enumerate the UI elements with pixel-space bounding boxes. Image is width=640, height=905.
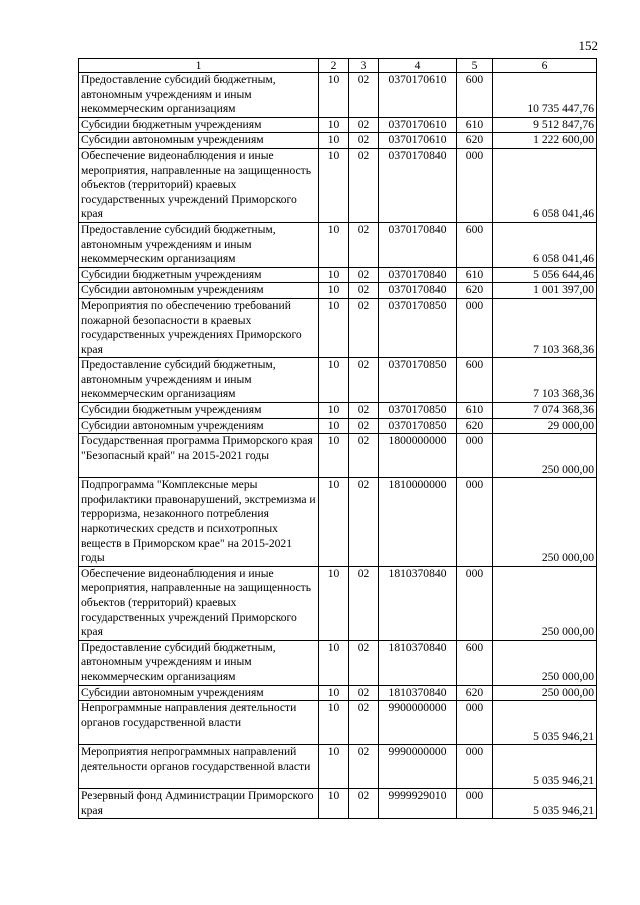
row-code-cell: 10 [319,133,349,149]
table-row [79,222,597,267]
row-code-cell: 0370170610 [379,117,457,133]
table-row [79,701,597,745]
row-amount-cell: 250 000,00 [493,566,597,640]
row-code-cell: 10 [319,789,349,819]
row-amount-cell: 250 000,00 [493,685,597,701]
row-code-cell: 9999929010 [379,789,457,819]
row-name-cell: Субсидии бюджетным учреждениям [79,117,319,133]
row-code-cell: 620 [457,685,493,701]
table-row [79,133,597,149]
row-code-cell: 10 [319,701,349,745]
table-header-row [79,59,597,73]
table-row [79,745,597,789]
row-code-cell: 0370170840 [379,283,457,299]
row-code-cell: 610 [457,267,493,283]
row-code-cell: 600 [457,73,493,118]
row-code-cell: 10 [319,478,349,567]
row-code-cell: 000 [457,701,493,745]
row-code-cell: 10 [319,283,349,299]
row-code-cell: 02 [349,478,379,567]
row-code-cell: 10 [319,222,349,267]
budget-table [78,58,597,819]
row-code-cell: 10 [319,745,349,789]
row-amount-cell: 5 056 644,46 [493,267,597,283]
row-code-cell: 0370170850 [379,418,457,434]
row-code-cell: 000 [457,789,493,819]
table-row [79,283,597,299]
row-code-cell: 000 [457,745,493,789]
row-code-cell: 02 [349,640,379,685]
table-row [79,640,597,685]
row-code-cell: 10 [319,418,349,434]
row-name-cell: Предоставление субсидий бюджетным, автономным учреждениям и иным некоммерческим организациям [79,73,319,118]
row-name-cell: Предоставление субсидий бюджетным, автономным учреждениям и иным некоммерческим организациям [79,358,319,403]
row-code-cell: 02 [349,73,379,118]
row-code-cell: 610 [457,403,493,419]
row-code-cell: 620 [457,418,493,434]
row-amount-cell: 7 103 368,36 [493,298,597,357]
table-row [79,403,597,419]
row-amount-cell: 1 001 397,00 [493,283,597,299]
row-name-cell: Субсидии бюджетным учреждениям [79,267,319,283]
row-amount-cell: 250 000,00 [493,478,597,567]
row-amount-cell: 6 058 041,46 [493,222,597,267]
row-code-cell: 1810000000 [379,478,457,567]
row-code-cell: 10 [319,566,349,640]
row-code-cell: 000 [457,148,493,222]
row-name-cell: Субсидии автономным учреждениям [79,133,319,149]
row-code-cell: 02 [349,148,379,222]
row-code-cell: 02 [349,403,379,419]
row-code-cell: 02 [349,117,379,133]
row-code-cell: 10 [319,267,349,283]
row-code-cell: 620 [457,133,493,149]
row-code-cell: 10 [319,685,349,701]
table-row [79,358,597,403]
table-row [79,267,597,283]
row-code-cell: 02 [349,298,379,357]
row-code-cell: 10 [319,358,349,403]
row-code-cell: 02 [349,358,379,403]
row-name-cell: Субсидии автономным учреждениям [79,283,319,299]
table-row [79,566,597,640]
row-code-cell: 1810370840 [379,685,457,701]
row-name-cell: Подпрограмма "Комплексные меры профилактики правонарушений, экстремизма и терроризма, незаконного потребления наркотических средств и психотропных веществ в Приморском крае" на 2015-2021 годы [79,478,319,567]
page-number: 152 [578,38,598,53]
row-code-cell: 02 [349,133,379,149]
table-row [79,148,597,222]
row-code-cell: 600 [457,640,493,685]
row-amount-cell: 9 512 847,76 [493,117,597,133]
row-code-cell: 02 [349,701,379,745]
row-code-cell: 10 [319,148,349,222]
table-row [79,418,597,434]
row-amount-cell: 5 035 946,21 [493,745,597,789]
row-name-cell: Субсидии автономным учреждениям [79,418,319,434]
column-header: 5 [457,59,493,73]
row-code-cell: 0370170840 [379,148,457,222]
row-amount-cell: 5 035 946,21 [493,701,597,745]
row-code-cell: 10 [319,403,349,419]
row-amount-cell: 6 058 041,46 [493,148,597,222]
row-code-cell: 02 [349,267,379,283]
row-code-cell: 0370170610 [379,73,457,118]
row-code-cell: 10 [319,298,349,357]
row-code-cell: 0370170850 [379,358,457,403]
row-code-cell: 1800000000 [379,434,457,478]
row-code-cell: 02 [349,789,379,819]
row-code-cell: 0370170850 [379,298,457,357]
row-amount-cell: 1 222 600,00 [493,133,597,149]
table-row [79,298,597,357]
table-row [79,117,597,133]
row-amount-cell: 7 103 368,36 [493,358,597,403]
row-name-cell: Мероприятия по обеспечению требований пожарной безопасности в краевых государственных учреждениях Приморского края [79,298,319,357]
row-code-cell: 02 [349,434,379,478]
table-row [79,685,597,701]
row-code-cell: 000 [457,298,493,357]
row-code-cell: 10 [319,117,349,133]
row-amount-cell: 10 735 447,76 [493,73,597,118]
row-amount-cell: 250 000,00 [493,434,597,478]
row-name-cell: Обеспечение видеонаблюдения и иные мероприятия, направленные на защищенность объектов (территорий) краевых государственных учреждений Приморского края [79,566,319,640]
row-name-cell: Резервный фонд Администрации Приморского края [79,789,319,819]
row-code-cell: 02 [349,418,379,434]
row-code-cell: 02 [349,283,379,299]
table-row [79,434,597,478]
row-code-cell: 620 [457,283,493,299]
table-row [79,789,597,819]
column-header: 1 [79,59,319,73]
column-header: 3 [349,59,379,73]
row-name-cell: Предоставление субсидий бюджетным, автономным учреждениям и иным некоммерческим организациям [79,222,319,267]
column-header: 6 [493,59,597,73]
row-code-cell: 10 [319,434,349,478]
row-code-cell: 600 [457,358,493,403]
row-name-cell: Мероприятия непрограммных направлений деятельности органов государственной власти [79,745,319,789]
row-code-cell: 000 [457,566,493,640]
row-code-cell: 1810370840 [379,640,457,685]
row-code-cell: 1810370840 [379,566,457,640]
row-amount-cell: 5 035 946,21 [493,789,597,819]
row-amount-cell: 29 000,00 [493,418,597,434]
row-name-cell: Субсидии автономным учреждениям [79,685,319,701]
row-name-cell: Государственная программа Приморского края "Безопасный край" на 2015-2021 годы [79,434,319,478]
table-row [79,478,597,567]
row-code-cell: 0370170610 [379,133,457,149]
column-header: 4 [379,59,457,73]
row-amount-cell: 250 000,00 [493,640,597,685]
column-header: 2 [319,59,349,73]
row-code-cell: 02 [349,685,379,701]
row-code-cell: 10 [319,640,349,685]
row-code-cell: 0370170840 [379,222,457,267]
table-row [79,73,597,118]
row-name-cell: Предоставление субсидий бюджетным, автономным учреждениям и иным некоммерческим организациям [79,640,319,685]
row-name-cell: Непрограммные направления деятельности органов государственной власти [79,701,319,745]
row-name-cell: Субсидии бюджетным учреждениям [79,403,319,419]
row-code-cell: 600 [457,222,493,267]
row-code-cell: 02 [349,566,379,640]
row-code-cell: 610 [457,117,493,133]
row-amount-cell: 7 074 368,36 [493,403,597,419]
row-code-cell: 9900000000 [379,701,457,745]
row-code-cell: 0370170840 [379,267,457,283]
row-name-cell: Обеспечение видеонаблюдения и иные мероприятия, направленные на защищенность объектов (территорий) краевых государственных учреждений Приморского края [79,148,319,222]
row-code-cell: 000 [457,434,493,478]
row-code-cell: 000 [457,478,493,567]
row-code-cell: 02 [349,222,379,267]
row-code-cell: 0370170850 [379,403,457,419]
row-code-cell: 9990000000 [379,745,457,789]
row-code-cell: 02 [349,745,379,789]
row-code-cell: 10 [319,73,349,118]
